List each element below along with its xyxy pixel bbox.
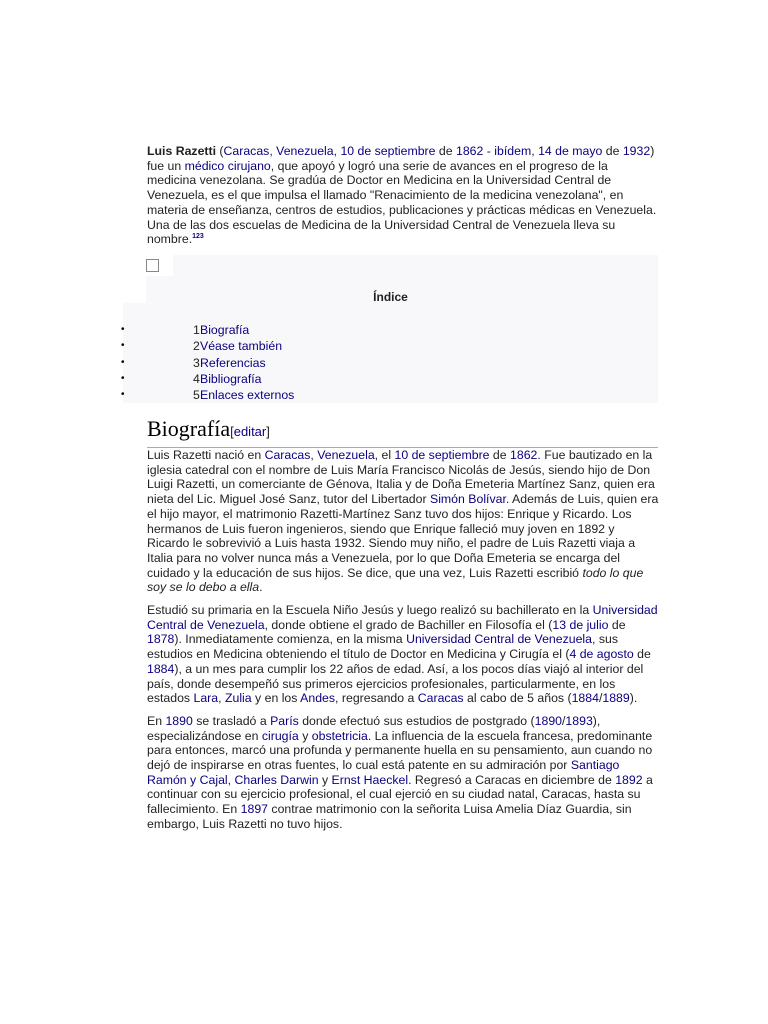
toc-list bbox=[123, 322, 658, 403]
bullet-icon: • bbox=[121, 340, 125, 352]
section-title: Biografía bbox=[147, 416, 231, 441]
link-cirujano[interactable]: cirujano bbox=[227, 158, 271, 173]
text: . La influencia de la escuela francesa, predominante para entonces, marcó una profunda y permanente huella en su pensamiento, aun cuando no dejó de inspirarse en otras fuentes, lo cual está patente en su admiración por bbox=[147, 728, 653, 773]
text: a continuar con su ejercicio profesional, el cual ejerció en su ciudad natal, Caracas, hasta su fallecimiento. En bbox=[147, 772, 653, 817]
link-venezuela[interactable]: Venezuela bbox=[317, 448, 375, 462]
link-caracas[interactable]: Caracas bbox=[223, 144, 270, 158]
link-1893[interactable]: 1893 bbox=[565, 713, 593, 728]
link-lara[interactable]: Lara bbox=[193, 691, 219, 706]
toc-item[interactable] bbox=[123, 387, 658, 403]
bracket: ] bbox=[266, 424, 270, 439]
text: de bbox=[608, 617, 626, 632]
toc-toggle-checkbox[interactable] bbox=[146, 259, 159, 272]
section-body bbox=[147, 448, 659, 840]
text: y bbox=[298, 728, 312, 743]
text: Luis Razetti nació en bbox=[147, 448, 265, 462]
text: ). Inmediatamente comienza, en la misma bbox=[174, 632, 407, 647]
link-zulia[interactable]: Zulia bbox=[224, 691, 252, 706]
text: , bbox=[531, 144, 539, 158]
toc-item-number: 4 bbox=[193, 371, 200, 386]
text: , regresando a bbox=[335, 691, 418, 706]
toc-link-biografia[interactable]: Biografía bbox=[200, 323, 250, 337]
link-ucv[interactable]: Universidad Central de Venezuela bbox=[147, 603, 658, 632]
bracket: [ bbox=[230, 424, 234, 439]
text: . Fue bautizado en la iglesia catedral con el nombre de Luis María Francisco Nicolás de Jesús, siendo hijo de Don Luigi Razetti, un comerciante de Génova, Italia y de Doña Emeteria Martínez Sanz, quien era nieta del Lic. Miguel José Sanz, tutor del Libertador bbox=[147, 448, 655, 507]
text: . Regresó a Caracas en diciembre de bbox=[408, 772, 616, 787]
link-1889[interactable]: 1889 bbox=[602, 691, 630, 706]
text: ( bbox=[216, 144, 224, 158]
text: de bbox=[489, 448, 511, 462]
paragraph-1 bbox=[147, 448, 659, 595]
toc-link-referencias[interactable]: Referencias bbox=[200, 355, 266, 370]
table-of-contents bbox=[123, 255, 658, 403]
link-1884[interactable]: 1884 bbox=[147, 661, 175, 676]
section-edit bbox=[230, 424, 270, 439]
bullet-icon: • bbox=[121, 389, 125, 401]
link-caracas[interactable]: Caracas bbox=[264, 448, 311, 462]
text: ). bbox=[629, 691, 638, 706]
text: / bbox=[598, 691, 603, 706]
text: y en los bbox=[251, 691, 301, 706]
bullet-icon: • bbox=[121, 372, 125, 384]
toc-item[interactable] bbox=[123, 322, 658, 338]
link-paris[interactable]: París bbox=[270, 713, 299, 728]
text: En bbox=[147, 713, 166, 728]
text: , sus estudios en Medicina obteniendo el título de Doctor en Medicina y Cirugía el ( bbox=[147, 632, 618, 662]
link-1897[interactable]: 1897 bbox=[240, 802, 268, 817]
text: se trasladó a bbox=[192, 713, 271, 728]
link-caracas[interactable]: Caracas bbox=[417, 691, 464, 706]
link-1878[interactable]: 1878 bbox=[147, 632, 175, 647]
text: / bbox=[562, 713, 566, 728]
link-cirugia[interactable]: cirugía bbox=[261, 728, 299, 743]
text: de bbox=[633, 647, 651, 662]
text: de bbox=[602, 144, 623, 158]
toc-link-enlaces-externos[interactable]: Enlaces externos bbox=[200, 388, 295, 403]
link-1890[interactable]: 1890 bbox=[165, 713, 193, 728]
bullet-icon: • bbox=[121, 356, 125, 368]
paragraph-2 bbox=[147, 603, 659, 706]
toc-link-vease-tambien[interactable]: Véase también bbox=[200, 339, 283, 354]
toc-item-number: 1 bbox=[193, 323, 200, 337]
link-obstetricia[interactable]: obstetricia bbox=[311, 728, 368, 743]
link-13-julio[interactable]: 13 de julio bbox=[552, 617, 609, 632]
link-simon-bolivar[interactable]: Simón Bolívar bbox=[430, 492, 506, 507]
link-14-mayo[interactable]: 14 de mayo bbox=[538, 144, 603, 158]
text: , donde obtiene el grado de Bachiller en Filosofía el ( bbox=[264, 617, 553, 632]
link-ucv[interactable]: Universidad Central de Venezuela bbox=[406, 632, 592, 647]
toc-item[interactable] bbox=[123, 371, 658, 387]
text: , el bbox=[374, 448, 395, 462]
subject-name: Luis Razetti bbox=[147, 144, 217, 158]
toc-item[interactable] bbox=[123, 338, 658, 354]
link-1862[interactable]: 1862 bbox=[510, 448, 538, 462]
text: . bbox=[259, 580, 263, 595]
text: . Además de Luis, quien era el hijo mayor, el matrimonio Razetti-Martínez Sanz tuvo dos hijos: Enrique y Ricardo. Los hermanos de Luis fueron ingenieros, siendo que Enrique falleció muy joven en 1892 y Ricardo le sobrevivió a Luis hasta 1932. Siendo muy niño, el padre de Luis Razetti viaja a Italia para no volver nunca más a Venezuela, por lo que Doña Emeteria se encarga del cuidado y la educación de sus hijos. Se dice, que una vez, Luis Razetti escribió bbox=[147, 492, 659, 580]
text: , bbox=[310, 448, 318, 462]
text: y bbox=[318, 772, 332, 787]
link-ernst-haeckel[interactable]: Ernst Haeckel bbox=[331, 772, 409, 787]
link-1884[interactable]: 1884 bbox=[571, 691, 599, 706]
link-1892[interactable]: 1892 bbox=[615, 772, 643, 787]
quote: todo lo que soy se lo debo a ella bbox=[147, 565, 644, 595]
text: contrae matrimonio con la señorita Luisa Amelia Díaz Guardia, sin embargo, Luis Razetti no tuvo hijos. bbox=[147, 802, 632, 831]
text: donde efectuó sus estudios de postgrado ( bbox=[298, 713, 535, 728]
link-4-agosto[interactable]: 4 de agosto bbox=[569, 647, 634, 662]
text: , bbox=[227, 772, 235, 787]
toc-item-number: 2 bbox=[193, 339, 200, 354]
article-intro bbox=[147, 144, 660, 247]
toc-link-bibliografia[interactable]: Bibliografía bbox=[200, 371, 262, 386]
text: , bbox=[269, 144, 277, 158]
link-1932[interactable]: 1932 bbox=[622, 144, 651, 158]
link-venezuela[interactable]: Venezuela bbox=[276, 144, 334, 158]
text: de bbox=[435, 144, 456, 158]
section-heading-biografia bbox=[147, 416, 658, 448]
text: ), a un mes para cumplir los 22 años de edad. Así, a los pocos días viajó al interior del país, donde desempeñó sus primeros ejercicios profesionales, particularmente, en los estados bbox=[147, 661, 644, 706]
text: al cabo de 5 años ( bbox=[463, 691, 572, 706]
link-charles-darwin[interactable]: Charles Darwin bbox=[234, 772, 319, 787]
link-ibidem[interactable]: ibídem bbox=[494, 144, 532, 158]
link-10-septiembre[interactable]: 10 de septiembre bbox=[340, 144, 436, 158]
text: ), especializándose en bbox=[147, 713, 601, 743]
link-1862[interactable]: 1862 bbox=[456, 144, 484, 158]
text: Estudió su primaria en la Escuela Niño Jesús y luego realizó su bachillerato en la bbox=[147, 603, 593, 618]
toc-item-number: 3 bbox=[193, 355, 200, 370]
bullet-icon: • bbox=[121, 324, 125, 335]
toc-item-number: 5 bbox=[193, 388, 200, 403]
link-10-septiembre[interactable]: 10 de septiembre bbox=[394, 448, 490, 462]
text: , bbox=[218, 691, 225, 706]
text: , bbox=[333, 144, 341, 158]
text: ) fue un bbox=[147, 144, 655, 173]
toc-title: Índice bbox=[373, 290, 408, 304]
paragraph-3 bbox=[147, 714, 659, 832]
intro-paragraph bbox=[147, 144, 660, 247]
link-andes[interactable]: Andes bbox=[300, 691, 336, 706]
text: , que apoyó y logró una serie de avances en el progreso de la medicina venezolana. Se gradúa de Doctor en Medicina en la Universidad Central de Venezuela, es el que impulsa el llamado "Renacimiento de la medicina venezolana", en materia de enseñanza, centros de estudios, publicaciones y prácticas médicas en Venezuela. Una de las dos escuelas de Medicina de la Universidad Central de Venezuela lleva su nombre. bbox=[147, 158, 657, 247]
toc-item[interactable] bbox=[123, 355, 658, 371]
reference-markers[interactable]: 123 bbox=[192, 233, 204, 241]
link-1890[interactable]: 1890 bbox=[534, 713, 562, 728]
link-medico[interactable]: médico bbox=[184, 158, 225, 173]
edit-link[interactable]: editar bbox=[233, 424, 267, 439]
link-santiago-ramon-y-cajal[interactable]: Santiago Ramón y Cajal bbox=[147, 758, 620, 787]
text: - bbox=[483, 144, 495, 158]
